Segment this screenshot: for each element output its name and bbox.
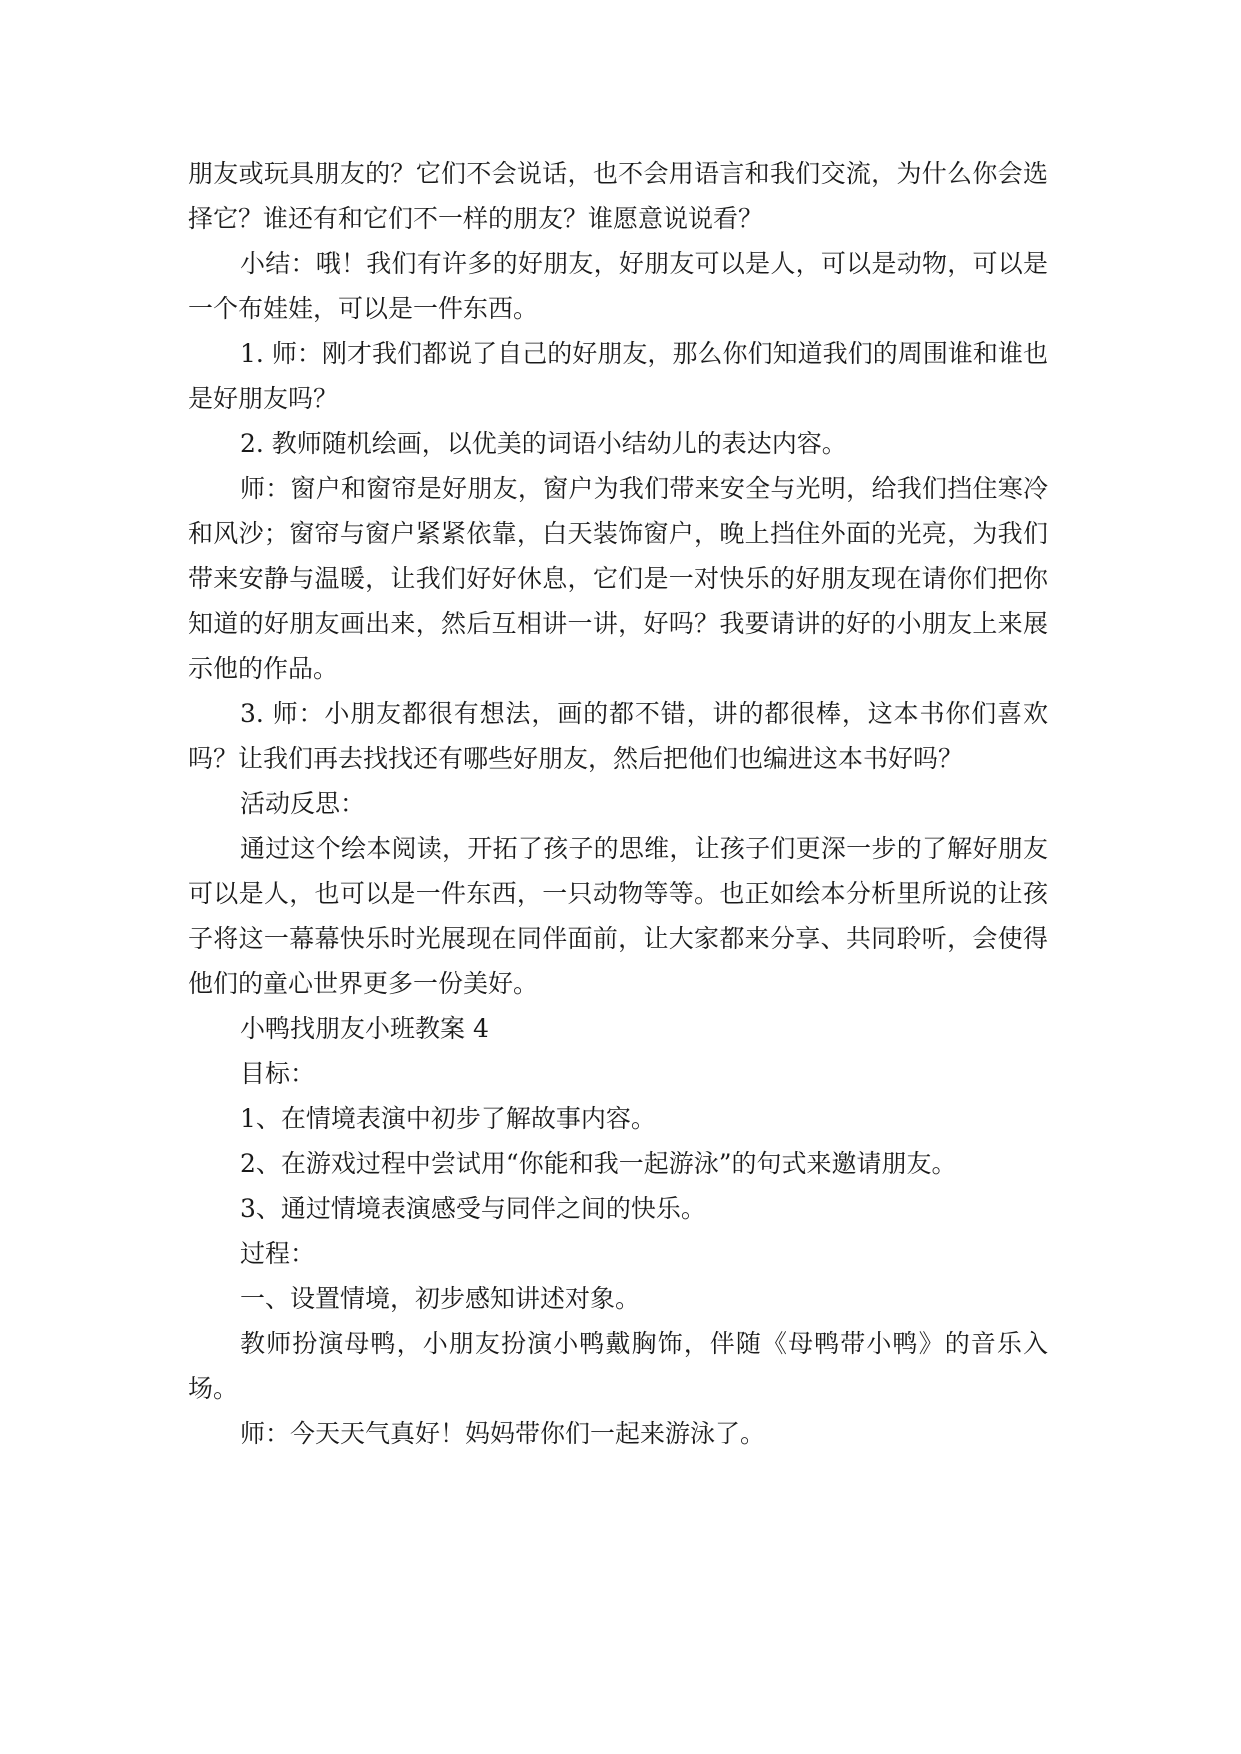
- section-heading: 活动反思：: [240, 789, 366, 818]
- paragraph: 1. 师：刚才我们都说了自己的好朋友，那么你们知道我们的周围谁和谁也是好朋友吗？: [188, 339, 1048, 413]
- paragraph: 一、设置情境，初步感知讲述对象。: [240, 1284, 641, 1313]
- paragraph: 小结：哦！我们有许多的好朋友，好朋友可以是人，可以是动物，可以是一个布娃娃，可以是一件东西。: [188, 249, 1048, 323]
- section-heading: 小鸭找朋友小班教案 4: [240, 1014, 489, 1043]
- paragraph: 3. 师：小朋友都很有想法，画的都不错，讲的都很棒，这本书你们喜欢吗？让我们再去找找还有哪些好朋友，然后把他们也编进这本书好吗？: [188, 699, 1048, 773]
- document-body: [188, 151, 1048, 1456]
- paragraph: 通过这个绘本阅读，开拓了孩子的思维，让孩子们更深一步的了解好朋友可以是人，也可以是一件东西，一只动物等等。也正如绘本分析里所说的让孩子将这一幕幕快乐时光展现在同伴面前，让大家都来分享、共同聆听，会使得他们的童心世界更多一份美好。: [188, 834, 1048, 998]
- section-heading: 目标：: [240, 1059, 316, 1088]
- paragraph: 2. 教师随机绘画，以优美的词语小结幼儿的表达内容。: [240, 429, 847, 458]
- paragraph: 朋友或玩具朋友的？它们不会说话，也不会用语言和我们交流，为什么你会选择它？谁还有和它们不一样的朋友？谁愿意说说看？: [188, 159, 1048, 233]
- list-item: 1、在情境表演中初步了解故事内容。: [240, 1104, 656, 1133]
- section-heading: 过程：: [240, 1239, 316, 1268]
- list-item: 2、在游戏过程中尝试用“你能和我一起游泳”的句式来邀请朋友。: [240, 1149, 957, 1178]
- paragraph: 师：今天天气真好！妈妈带你们一起来游泳了。: [240, 1419, 766, 1448]
- paragraph: 师：窗户和窗帘是好朋友，窗户为我们带来安全与光明，给我们挡住寒冷和风沙；窗帘与窗户紧紧依靠，白天装饰窗户，晚上挡住外面的光亮，为我们带来安静与温暖，让我们好好休息，它们是一对快乐的好朋友现在请你们把你知道的好朋友画出来，然后互相讲一讲，好吗？我要请讲的好的小朋友上来展示他的作品。: [188, 474, 1048, 683]
- paragraph: 教师扮演母鸭，小朋友扮演小鸭戴胸饰，伴随《母鸭带小鸭》的音乐入场。: [188, 1329, 1048, 1403]
- list-item: 3、通过情境表演感受与同伴之间的快乐。: [240, 1194, 706, 1223]
